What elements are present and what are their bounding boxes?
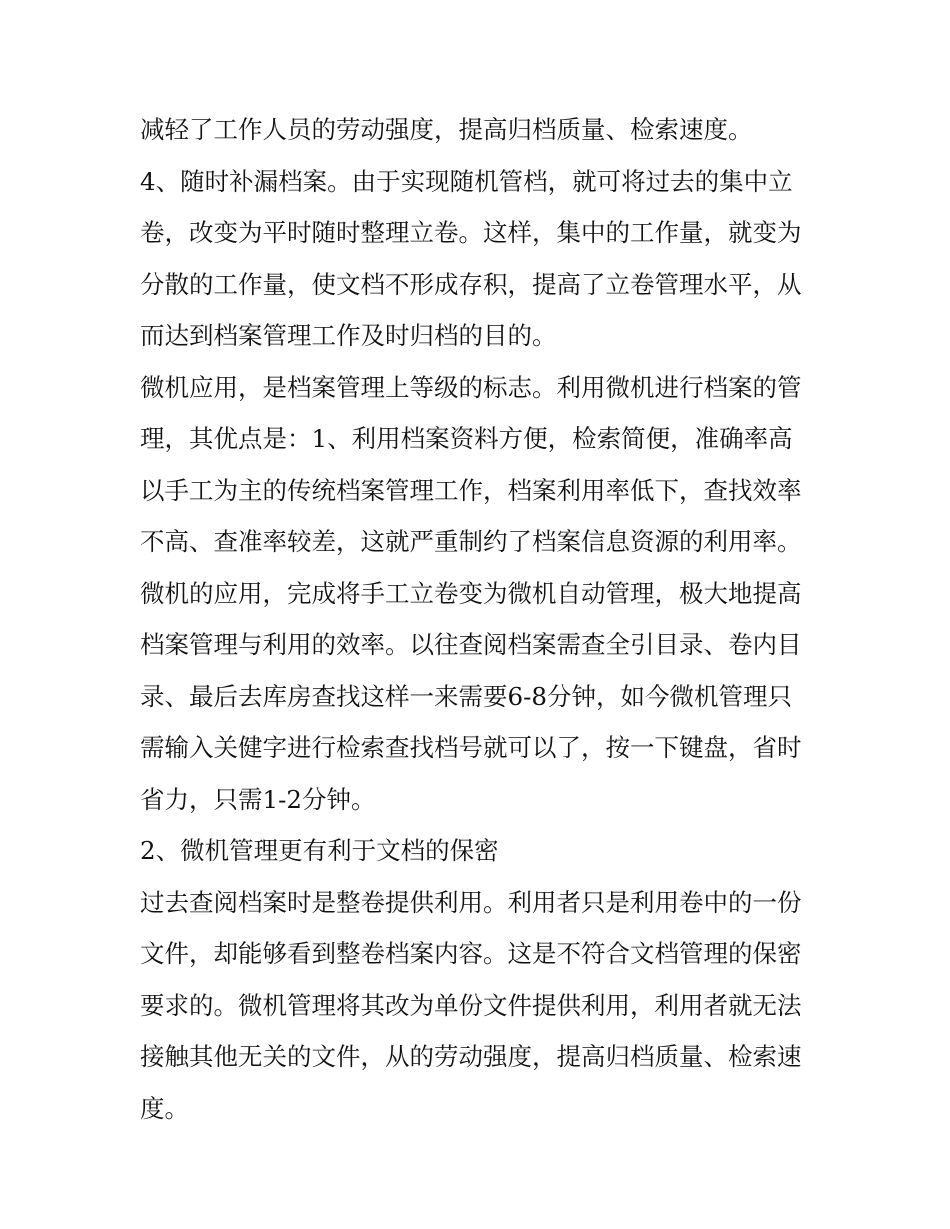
- text-line: 而达到档案管理工作及时归档的目的。: [140, 321, 557, 350]
- text-line: 录、最后去库房查找这样一来需要6-8分钟，如今微机管理只: [140, 681, 792, 711]
- text-line: 以手工为主的传统档案管理工作，档案利用率低下，查找效率: [140, 475, 802, 505]
- text-line: 需输入关健字进行检索查找档号就可以了，按一下键盘，省时: [140, 733, 802, 762]
- text-line: 卷，改变为平时随时整理立卷。这样，集中的工作量，就变为: [140, 218, 802, 247]
- text-line: 4、随时补漏档案。由于实现随机管档，就可将过去的集中立: [140, 166, 793, 196]
- text-line: 微机应用，是档案管理上等级的标志。利用微机进行档案的管: [140, 372, 802, 402]
- text-line: 省力，只需1-2分钟。: [140, 784, 376, 814]
- text-line: 微机的应用，完成将手工立卷变为微机自动管理，极大地提高: [140, 578, 802, 608]
- text-line: 接触其他无关的文件，从的劳动强度，提高归档质量、检索速: [140, 1042, 802, 1071]
- text-line: 不高、查准率较差，这就严重制约了档案信息资源的利用率。: [140, 527, 802, 556]
- text-line: 减轻了工作人员的劳动强度，提高归档质量、检索速度。: [140, 115, 753, 144]
- body-text: [140, 104, 830, 1134]
- text-line: 文件，却能够看到整卷档案内容。这是不符合文档管理的保密: [140, 939, 802, 968]
- text-line: 过去查阅档案时是整卷提供利用。利用者只是利用卷中的一份: [140, 887, 802, 917]
- text-line: 理，其优点是：1、利用档案资料方便，检索简便，准确率高: [140, 424, 793, 453]
- text-line: 档案管理与利用的效率。以往查阅档案需查全引目录、卷内目: [140, 630, 802, 659]
- text-line: 分散的工作量，使文档不形成存积，提高了立卷管理水平，从: [140, 269, 802, 299]
- text-line: 2、微机管理更有利于文档的保密: [140, 836, 499, 865]
- text-line: 度。: [140, 1093, 189, 1123]
- text-line: 要求的。微机管理将其改为单份文件提供利用，利用者就无法: [140, 990, 802, 1020]
